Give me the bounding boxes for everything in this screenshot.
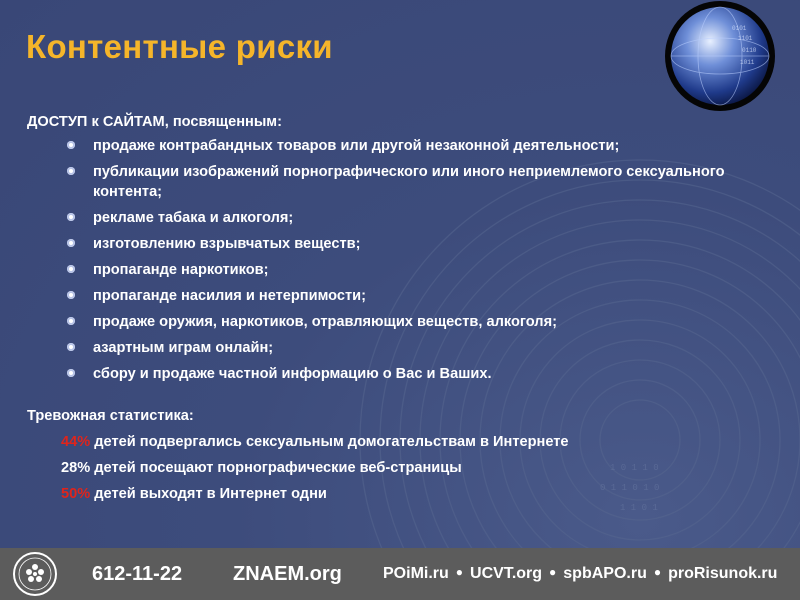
stat-percent: 50% [61, 486, 91, 502]
risks-list [27, 136, 787, 384]
footer-link[interactable]: proRisunok.ru [668, 565, 778, 582]
svg-text:0 1 1 0 1 0: 0 1 1 0 1 0 [600, 483, 660, 493]
bullet-icon [67, 343, 75, 351]
bullet-icon [67, 141, 75, 149]
stat-line [27, 458, 787, 478]
list-item: публикации изображений порнографического или иного неприемлемого сексуального контента; [27, 162, 787, 202]
footer-link[interactable]: POiMi.ru [383, 565, 449, 582]
footer-link[interactable]: spbAPO.ru [563, 565, 647, 582]
list-item: пропаганде наркотиков; [27, 260, 787, 280]
slide-body [27, 112, 787, 510]
list-item: сбору и продаже частной информацию о Вас и Ваших. [27, 364, 787, 384]
footer-phone: 612-11-22 [92, 563, 183, 585]
slide-title: Контентные риски [26, 28, 333, 65]
footer-link[interactable]: UCVT.org [470, 565, 543, 582]
stats-heading: Тревожная статистика: [27, 408, 194, 424]
list-item: продаже контрабандных товаров или другой незаконной деятельности; [27, 136, 787, 156]
bullet-icon [67, 291, 75, 299]
svg-text:1011: 1011 [740, 59, 755, 66]
globe-image [662, 0, 778, 112]
footer-site-link[interactable]: ZNAEM.org [233, 563, 342, 585]
stat-line [27, 484, 787, 504]
svg-text:0110: 0110 [742, 47, 757, 54]
bullet-icon [67, 213, 75, 221]
bullet-icon [67, 239, 75, 247]
stat-line [27, 432, 787, 452]
stat-text: детей посещают порнографические веб-страницы [90, 460, 462, 476]
footer-bar [0, 548, 800, 600]
bullet-icon [67, 167, 75, 175]
list-item: продаже оружия, наркотиков, отравляющих веществ, алкоголя; [27, 312, 787, 332]
footer-links: POiMi.ru ● UCVT.org ● spbAPO.ru ● proRisunok.ru [383, 565, 778, 582]
stat-percent: 28% [61, 460, 91, 476]
stat-text: детей выходят в Интернет одни [90, 486, 327, 502]
bullet-icon [67, 265, 75, 273]
list-item: пропаганде насилия и нетерпимости; [27, 286, 787, 306]
list-item: азартным играм онлайн; [27, 338, 787, 358]
list-item: изготовлению взрывчатых веществ; [27, 234, 787, 254]
academy-logo-icon [12, 551, 58, 597]
stat-percent: 44% [61, 434, 91, 450]
stat-text: детей подвергались сексуальным домогательствам в Интернете [90, 434, 569, 450]
bullet-icon [67, 317, 75, 325]
bullet-icon [67, 369, 75, 377]
svg-text:1101: 1101 [738, 35, 753, 42]
svg-text:0101: 0101 [732, 25, 747, 32]
list-item: рекламе табака и алкоголя; [27, 208, 787, 228]
svg-text:1 0 1 1 0: 1 0 1 1 0 [610, 463, 659, 473]
svg-text:1 1 0 1: 1 1 0 1 [620, 503, 658, 513]
intro-text: ДОСТУП к САЙТАМ, посвященным: [27, 114, 282, 130]
